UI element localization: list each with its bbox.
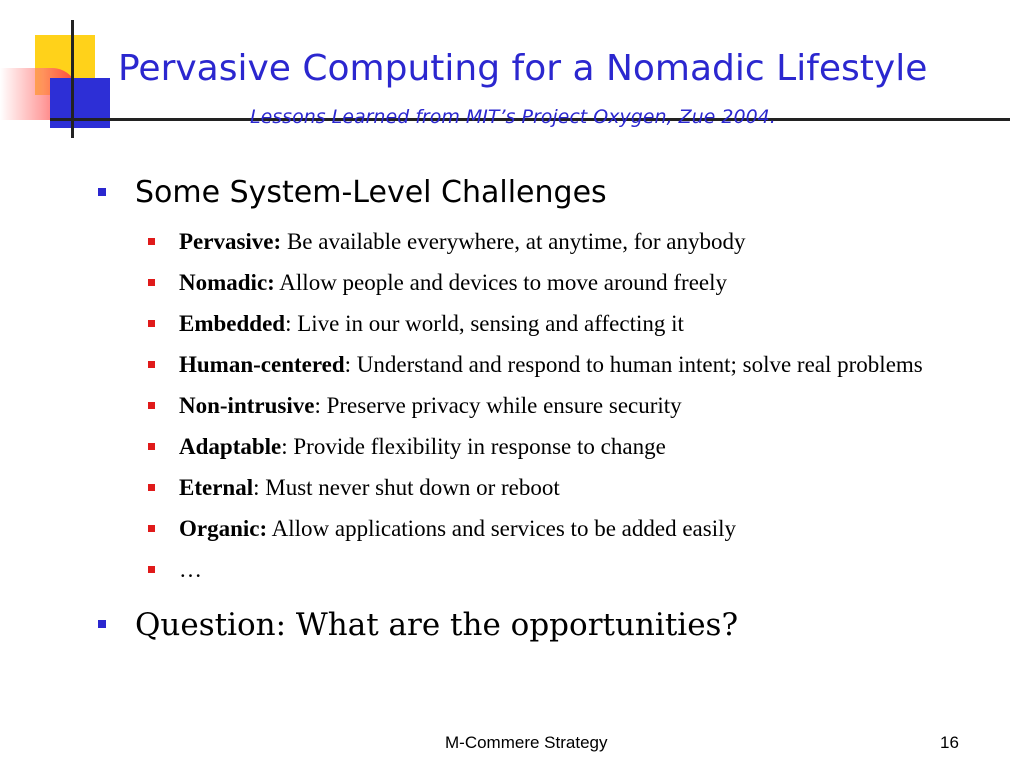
square-bullet-icon <box>148 484 155 491</box>
footer-text: M-Commere Strategy <box>445 733 608 752</box>
slide-subtitle: Lessons Learned from MIT’s Project Oxygen, Zue 2004. <box>250 106 776 128</box>
challenge-item <box>95 308 939 340</box>
challenge-list <box>95 226 975 586</box>
challenge-term: Adaptable <box>179 434 282 459</box>
square-bullet-icon <box>148 361 155 368</box>
square-bullet-icon <box>148 279 155 286</box>
challenge-item <box>95 267 939 299</box>
slide-content <box>95 170 975 658</box>
challenge-item <box>95 390 939 422</box>
square-bullet-icon <box>148 238 155 245</box>
challenge-text: … <box>179 557 202 582</box>
challenge-term: Non-intrusive <box>179 393 315 418</box>
slide-title: Pervasive Computing for a Nomadic Lifestyle <box>118 48 928 89</box>
page-number: 16 <box>940 733 959 752</box>
square-bullet-icon <box>148 443 155 450</box>
square-bullet-icon <box>98 620 106 628</box>
challenge-item <box>95 554 939 586</box>
square-bullet-icon <box>148 525 155 532</box>
challenge-term: Pervasive: <box>179 229 282 254</box>
challenge-term: Human-centered <box>179 352 345 377</box>
challenge-text: Allow applications and services to be added easily <box>267 516 736 541</box>
challenge-item <box>95 472 939 504</box>
challenge-item <box>95 513 939 545</box>
challenge-text: : Preserve privacy while ensure security <box>314 393 682 418</box>
challenge-text: : Provide flexibility in response to change <box>281 434 666 459</box>
challenge-item <box>95 349 939 381</box>
challenge-item <box>95 431 939 463</box>
square-bullet-icon <box>148 320 155 327</box>
question-bullet <box>95 602 975 648</box>
challenge-term: Nomadic: <box>179 270 275 295</box>
challenge-term: Eternal <box>179 475 254 500</box>
main-bullet <box>95 170 975 216</box>
square-bullet-icon <box>148 402 155 409</box>
challenge-text: : Live in our world, sensing and affecting it <box>285 311 684 336</box>
challenge-item <box>95 226 939 258</box>
challenge-text: : Understand and respond to human intent; solve real problems <box>344 352 923 377</box>
square-bullet-icon <box>148 566 155 573</box>
challenge-term: Organic: <box>179 516 268 541</box>
question-text: Question: What are the opportunities? <box>135 607 739 643</box>
challenge-term: Embedded <box>179 311 286 336</box>
square-bullet-icon <box>98 188 106 196</box>
main-bullet-text: Some System-Level Challenges <box>135 175 607 210</box>
challenge-text: : Must never shut down or reboot <box>253 475 560 500</box>
challenge-text: Allow people and devices to move around freely <box>274 270 728 295</box>
challenge-text: Be available everywhere, at anytime, for anybody <box>281 229 746 254</box>
